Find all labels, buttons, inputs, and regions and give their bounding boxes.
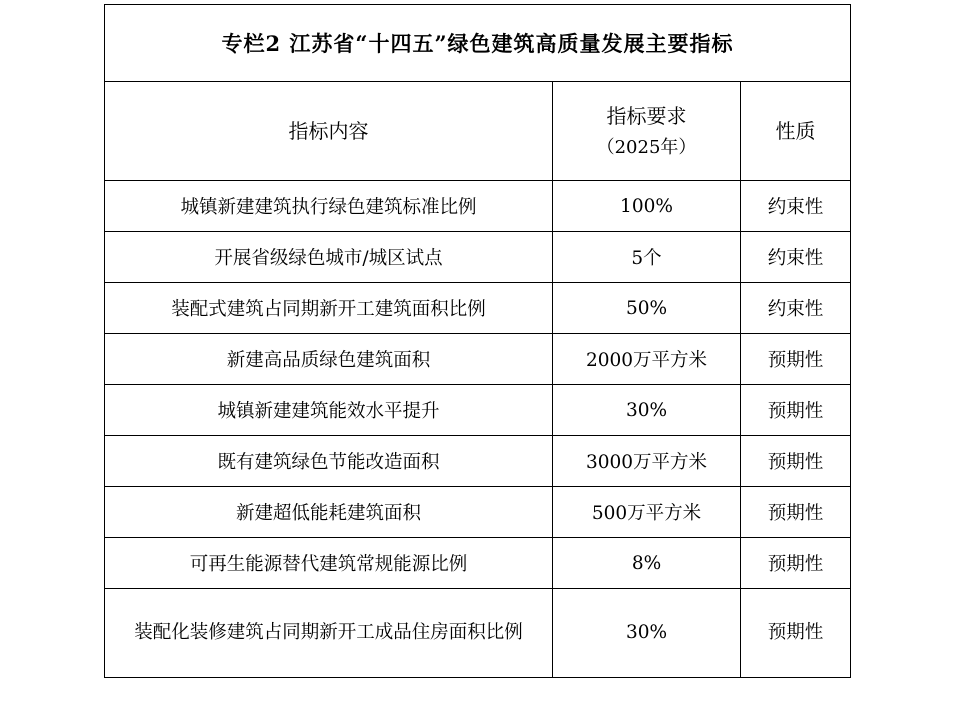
header-requirement-main: 指标要求 [606,103,687,128]
row-requirement: 50% [553,283,741,334]
row-requirement: 100% [553,181,741,232]
table-row [105,385,851,436]
row-requirement: 30% [553,385,741,436]
row-requirement: 2000万平方米 [553,334,741,385]
row-nature: 预期性 [741,538,851,589]
table-title: 专栏2 江苏省“十四五”绿色建筑高质量发展主要指标 [105,5,851,82]
indicator-table [104,4,851,678]
table-title-row [105,5,851,82]
row-content: 既有建筑绿色节能改造面积 [105,436,553,487]
row-nature: 预期性 [741,385,851,436]
row-nature: 预期性 [741,436,851,487]
row-requirement: 8% [553,538,741,589]
table-row [105,283,851,334]
row-content: 城镇新建建筑能效水平提升 [105,385,553,436]
table-header-row [105,82,851,181]
row-requirement: 3000万平方米 [553,436,741,487]
header-requirement-year: （2025年） [596,136,697,158]
row-requirement: 500万平方米 [553,487,741,538]
row-nature: 预期性 [741,487,851,538]
row-nature: 预期性 [741,589,851,678]
header-content: 指标内容 [105,82,553,181]
row-nature: 预期性 [741,334,851,385]
row-content: 开展省级绿色城市/城区试点 [105,232,553,283]
row-content: 装配式建筑占同期新开工建筑面积比例 [105,283,553,334]
header-nature: 性质 [741,82,851,181]
table-row [105,436,851,487]
row-requirement: 5个 [553,232,741,283]
row-content: 城镇新建建筑执行绿色建筑标准比例 [105,181,553,232]
row-content: 新建超低能耗建筑面积 [105,487,553,538]
table-row [105,334,851,385]
row-nature: 约束性 [741,283,851,334]
table-row [105,538,851,589]
table-row [105,487,851,538]
row-content: 可再生能源替代建筑常规能源比例 [105,538,553,589]
table-row [105,181,851,232]
row-content: 新建高品质绿色建筑面积 [105,334,553,385]
row-nature: 约束性 [741,232,851,283]
row-requirement: 30% [553,589,741,678]
row-content: 装配化装修建筑占同期新开工成品住房面积比例 [105,589,553,678]
indicator-table-container [104,4,850,678]
row-nature: 约束性 [741,181,851,232]
table-row [105,232,851,283]
table-row [105,589,851,678]
header-requirement [553,82,741,181]
